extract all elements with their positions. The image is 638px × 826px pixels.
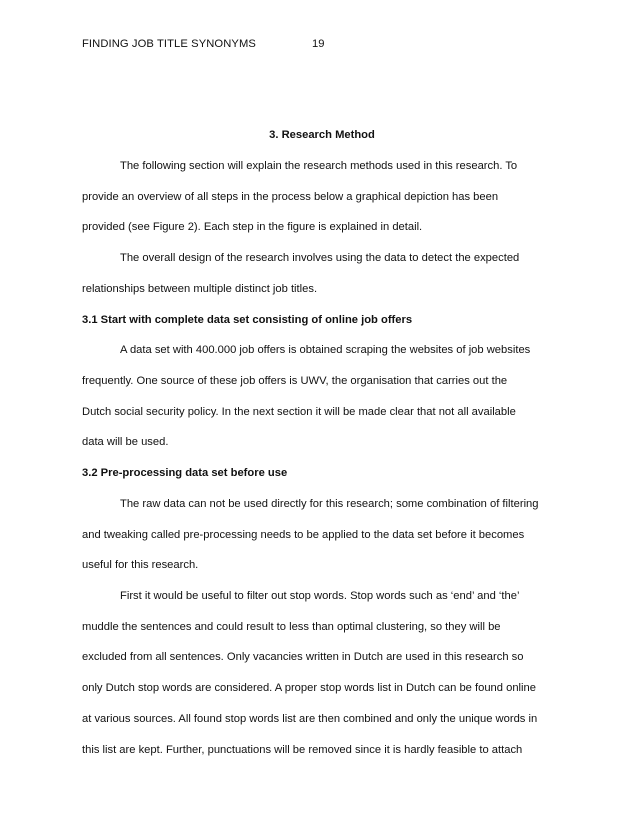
- text-line: The following section will explain the research methods used in this research. To: [120, 160, 518, 172]
- page-header: [82, 38, 562, 54]
- text-line: only Dutch stop words are considered. A proper stop words list in Dutch can be found online: [82, 682, 536, 694]
- page-number: 19: [312, 38, 325, 50]
- text-line: at various sources. All found stop words list are then combined and only the unique words in: [82, 713, 538, 725]
- text-line: A data set with 400.000 job offers is obtained scraping the websites of job websites: [120, 344, 531, 356]
- subsection-heading-3-1: 3.1 Start with complete data set consisting of online job offers: [82, 314, 413, 326]
- section-heading: 3. Research Method: [269, 129, 375, 141]
- text-line: Dutch social security policy. In the next section it will be made clear that not all available: [82, 406, 516, 418]
- text-line: The raw data can not be used directly for this research; some combination of filtering: [120, 498, 539, 510]
- text-line: excluded from all sentences. Only vacancies written in Dutch are used in this research so: [82, 651, 524, 663]
- text-line: provided (see Figure 2). Each step in the figure is explained in detail.: [82, 221, 423, 233]
- text-line: provide an overview of all steps in the process below a graphical depiction has been: [82, 191, 499, 203]
- running-head: FINDING JOB TITLE SYNONYMS: [82, 38, 256, 50]
- text-line: The overall design of the research involves using the data to detect the expected: [120, 252, 520, 264]
- text-line: muddle the sentences and could result to less than optimal clustering, so they will be: [82, 621, 501, 633]
- text-line: data will be used.: [82, 436, 169, 448]
- text-line: this list are kept. Further, punctuations will be removed since it is hardly feasible to attach: [82, 744, 523, 756]
- text-line: First it would be useful to filter out stop words. Stop words such as ‘end’ and ‘the’: [120, 590, 520, 602]
- subsection-heading-3-2: 3.2 Pre-processing data set before use: [82, 467, 288, 479]
- text-line: useful for this research.: [82, 559, 199, 571]
- text-line: and tweaking called pre-processing needs to be applied to the data set before it becomes: [82, 529, 525, 541]
- text-line: relationships between multiple distinct job titles.: [82, 283, 318, 295]
- text-line: frequently. One source of these job offers is UWV, the organisation that carries out the: [82, 375, 508, 387]
